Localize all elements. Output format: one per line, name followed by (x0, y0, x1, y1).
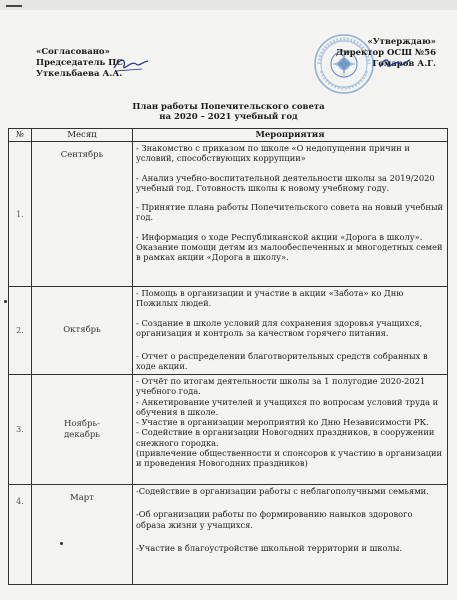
table-row (9, 142, 448, 287)
event-item: -Об организации работы по формированию навыков здорового образа жизни у учащихся. (136, 509, 413, 530)
row-month: Сентябрь (32, 142, 133, 287)
table-header-row (9, 129, 448, 142)
row-month-line: Ноябрь- (64, 418, 100, 429)
event-item: - Знакомство с приказом по школе «О недопущении причин и условий, способствующих коррупции» (136, 143, 410, 164)
event-item: - Отчет о распределении благотворительных средств собранных в ходе акции. (136, 351, 428, 372)
row-month-line: декабрь (64, 429, 100, 440)
event-item: - Содействие в организации Новогодних праздников, в сооружении снежного городка. (136, 427, 435, 448)
right-signature-icon (378, 55, 412, 73)
row-events (133, 287, 448, 375)
approval-left-block (36, 47, 123, 80)
scan-top-edge (0, 0, 457, 10)
event-item: - Создание в школе условий для сохранения здоровья учащихся, организация и контроль за качеством горячего питания. (136, 317, 423, 338)
event-item: - Помощь в организации и участие в акции «Забота» ко Дню Пожилых людей. (136, 288, 404, 309)
scan-speck (60, 542, 63, 545)
approval-right-position: Директор ОСШ №56 (335, 48, 436, 58)
row-month: Октябрь (32, 287, 133, 375)
event-item: - Принятие плана работы Попечительского совета на новый учебный год. (136, 202, 444, 223)
row-month: Март (32, 485, 133, 585)
event-item: - Анкетирование учителей и учащихся по вопросам условий труда и обучения в школе. (136, 396, 439, 417)
event-item: - Отчёт по итогам деятельности школы за 1 полугодие 2020-2021 учебного года. (136, 376, 426, 397)
scan-speck (4, 300, 7, 303)
plan-table (8, 128, 448, 585)
table-row (9, 375, 448, 485)
row-number: 1. (9, 142, 32, 287)
row-number: 2. (9, 287, 32, 375)
left-signature-icon (112, 54, 150, 74)
header-month: Месяц (32, 129, 133, 142)
event-item: - Информация о ходе Республиканской акции «Дорога в школу». Оказание помощи детям из малообеспеченных и многодетных семей в рамках акции «Дорога в школу». (136, 231, 443, 263)
row-events (133, 375, 448, 485)
table-row (9, 485, 448, 585)
event-item: -Содействие в организации работы с неблагополучными семьями. (136, 486, 429, 496)
approval-left-label: «Согласовано» (36, 47, 110, 57)
event-item: (привлечение общественности и спонсоров к участию в организации и проведения Новогодних праздников) (136, 448, 443, 469)
row-events (133, 485, 448, 585)
header-num: № (9, 129, 32, 142)
row-events (133, 142, 448, 287)
row-number: 4. (9, 485, 32, 585)
approval-left-position: Председатель ПС (36, 58, 123, 68)
header-events: Мероприятия (133, 129, 448, 142)
event-item: -Участие в благоустройстве школьной территории и школы. (136, 542, 403, 553)
approval-right-label: «Утверждаю» (367, 37, 436, 47)
event-item: - Участие в организации мероприятий ко Дню Независимости РК. (136, 417, 429, 428)
approval-left-name: Уткельбаева А.А. (36, 69, 123, 79)
event-item: - Анализ учебно-воспитательной деятельности школы за 2019/2020 учебный год. Готовность школы к новому учебному году. (136, 172, 435, 193)
row-number: 3. (9, 375, 32, 485)
document-title: План работы Попечительского совета (132, 102, 325, 112)
row-month (32, 375, 133, 485)
table-row (9, 287, 448, 375)
approval-right-name: Гомаров А.Г. (372, 59, 436, 69)
document-subtitle: на 2020 – 2021 учебный год (159, 112, 298, 122)
approval-right-block (318, 37, 436, 70)
